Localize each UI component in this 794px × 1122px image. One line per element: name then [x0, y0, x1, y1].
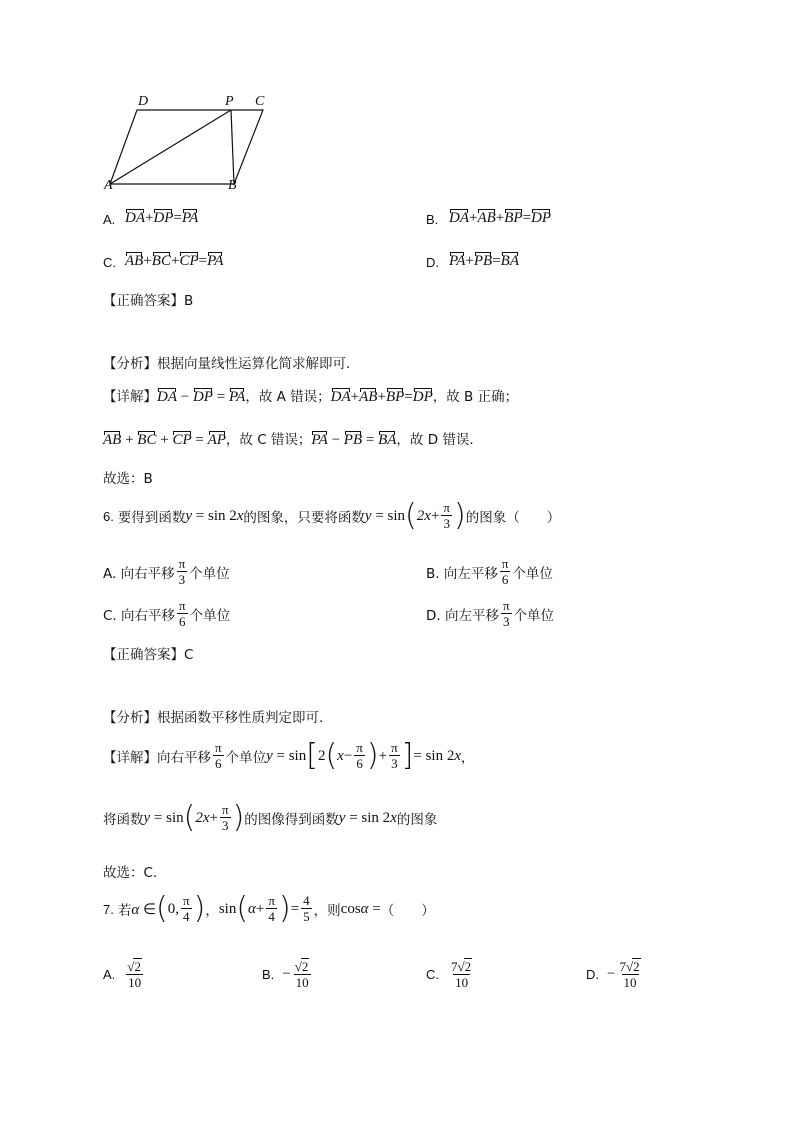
q6-option-b: B. 向左平移 π 6 个单位 — [426, 556, 553, 587]
q5-detail-line1: 【详解】DA − DP = PA，故 A 错误；DA+AB+BP=DP，故 B 正确； — [103, 389, 519, 405]
q5-option-d-label: D. — [426, 255, 439, 270]
q5-option-d-expr: PA+PB=BA — [449, 253, 519, 269]
q5-option-b-expr: DA+AB+BP=DP — [449, 210, 552, 226]
q5-choose: 故选：B — [103, 471, 153, 487]
q5-detail-line2: AB + BC + CP = AP，故 C 错误；PA − PB = BA，故 D 错误. — [103, 432, 474, 448]
parallelogram-svg — [100, 92, 280, 197]
q7-option-c: C. 7√2 10 — [426, 959, 472, 990]
q7-option-b: B. − $\frac{√2}{10}$ — [262, 959, 309, 990]
q6-option-c: C. 向右平移 π 6 个单位 — [103, 598, 231, 629]
label-D: D — [138, 94, 149, 109]
q5-answer: 【正确答案】B — [103, 293, 194, 309]
q6-stem: 6. 要得到函数 y = sin 2x 的图象，只要将函数 y = sin ( 2x+ $\frac{\pi}{3}$ ) 的图象（ ） — [103, 498, 561, 533]
q5-option-c-expr: AB+BC+CP=PA — [125, 253, 224, 269]
q7-stem: 7. 若 α ∈ ( 0, π 4 ) ， sin ( α+ $\frac{\pi}{4}$ ) = $\frac{4}{5}$ ，则 cosα = （ ） — [103, 891, 435, 926]
label-B: B — [228, 178, 237, 193]
q6-detail-line1: 【详解】 向右平移 π 6 个单位 y = sin [ 2 ( x− $\frac{\pi}{6}$ ) + $\frac{\pi}{3}$ ] = sin 2x ， — [103, 738, 475, 773]
q6-option-d: D. 向左平移 π 3 个单位 — [426, 598, 555, 629]
q5-option-a-label: A. — [103, 212, 116, 227]
q5-option-c-label: C. — [103, 255, 116, 270]
label-C: C — [255, 94, 265, 109]
label-P: P — [225, 94, 234, 109]
q5-analysis: 【分析】根据向量线性运算化简求解即可. — [103, 356, 351, 372]
q5-option-b-label: B. — [426, 212, 439, 227]
q7-option-a: A. √2 10 — [103, 959, 142, 990]
q6-option-a: A. 向右平移 π 3 个单位 — [103, 556, 230, 587]
q7-option-d: D. − $\frac{7√2}{10}$ — [586, 959, 640, 990]
q6-analysis: 【分析】根据函数平移性质判定即可. — [103, 710, 324, 726]
q6-detail-line2: 将函数 y = sin ( 2x+ $\frac{\pi}{3}$ ) 的图像得到函数 y = sin 2x 的图象 — [103, 800, 438, 835]
label-A: A — [104, 178, 113, 193]
q6-answer: 【正确答案】C — [103, 647, 194, 663]
q6-choose: 故选：C. — [103, 865, 158, 881]
q5-option-a-expr: DA+DP=PA — [125, 210, 199, 226]
parallelogram-figure — [100, 92, 280, 197]
